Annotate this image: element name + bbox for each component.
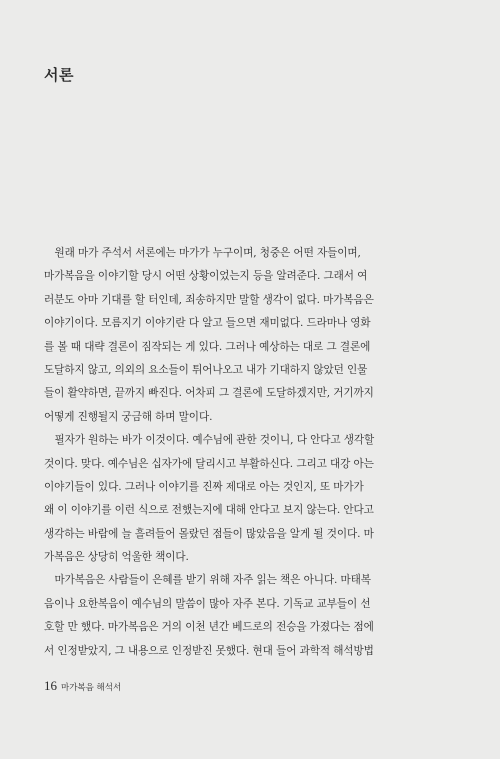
body-text [44, 242, 461, 663]
text-line: 를 볼 때 대략 결론이 짐작되는 게 있다. 그러나 예상하는 대로 그 결론에 [44, 340, 371, 353]
text-line: 음이나 요한복음이 예수님의 말씀이 많아 자주 본다. 기독교 교부들이 선 [44, 597, 371, 610]
text-line: 호할 만 했다. 마가복음은 거의 이천 년간 베드로의 전승을 가졌다는 점에 [44, 621, 374, 634]
page-title: 서론 [44, 66, 74, 84]
text-line: 어떻게 진행될지 궁금해 하며 말이다. [44, 410, 213, 423]
text-line: 마가복음을 이야기할 당시 어떤 상황이었는지 등을 알려준다. 그래서 여 [44, 270, 368, 283]
text-line: 들이 활약하면, 끝까지 빠진다. 어차피 그 결론에 도달하겠지만, 거기까지 [44, 387, 374, 400]
page-number: 16 [44, 678, 57, 693]
text-line: 가복음은 상당히 억울한 책이다. [44, 551, 189, 564]
page-footer [44, 678, 121, 694]
text-line: 것이다. 맞다. 예수님은 십자가에 달리시고 부활하신다. 그리고 대강 아는 [44, 457, 374, 470]
text-line: 이야기이다. 모름지기 이야기란 다 알고 들으면 재미없다. 드라마나 영화 [44, 317, 371, 330]
text-line: 도달하지 않고, 의외의 요소들이 튀어나오고 내가 기대하지 않았던 인물 [44, 363, 368, 376]
text-line: 생각하는 바람에 늘 흘려들어 몰랐던 점들이 많았음을 알게 될 것이다. 마 [44, 527, 374, 540]
text-line: 이야기들이 있다. 그러나 이야기를 진짜 제대로 아는 것인지, 또 마가가 [44, 480, 364, 493]
text-line: 러분도 아마 기대를 할 터인데, 죄송하지만 말할 생각이 없다. 마가복음은 [44, 293, 374, 306]
text-line: 필자가 원하는 바가 이것이다. 예수님에 관한 것이니, 다 안다고 생각할 [44, 434, 375, 447]
text-line: 왜 이 이야기를 이런 식으로 전했는지에 대해 안다고 보지 않는다. 안다고 [44, 504, 374, 517]
running-title: 마가복음 해석서 [61, 683, 122, 693]
text-line: 서 인정받았지, 그 내용으로 인정받진 못했다. 현대 들어 과학적 해석방법 [44, 644, 374, 657]
text-line: 원래 마가 주석서 서론에는 마가가 누구이며, 청중은 어떤 자들이며, [44, 247, 361, 259]
text-line: 마가복음은 사람들이 은혜를 받기 위해 자주 읽는 책은 아니다. 마태복 [44, 574, 371, 587]
